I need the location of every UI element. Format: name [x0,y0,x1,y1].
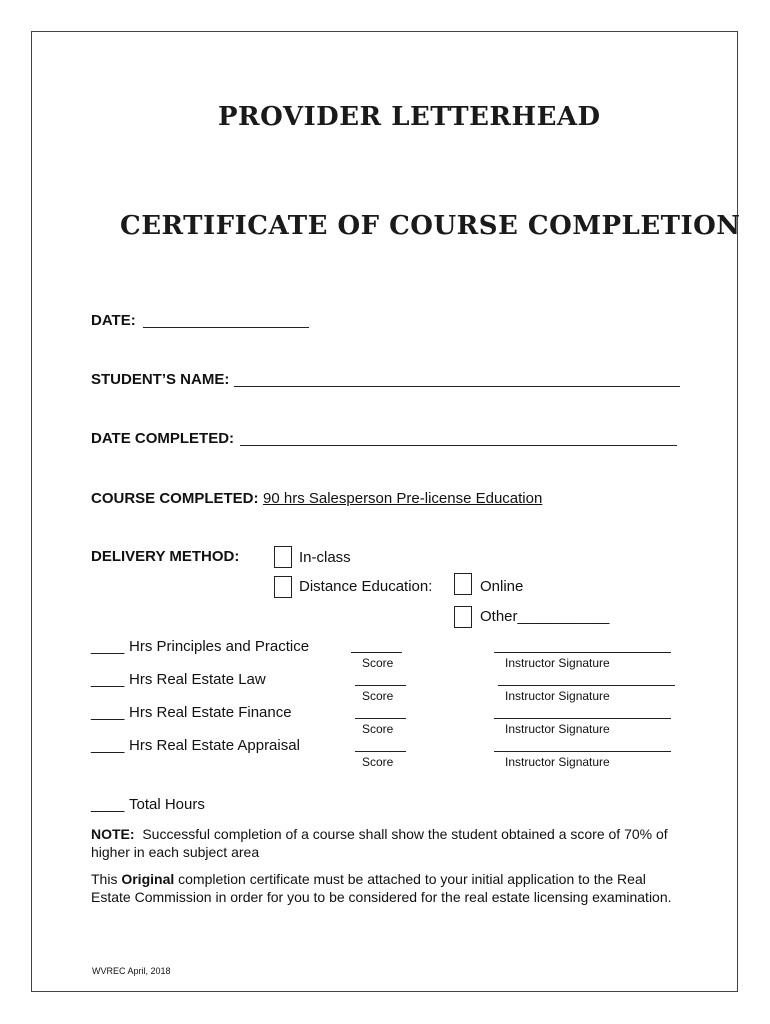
course-completed-value: 90 hrs Salesperson Pre-license Education [263,490,543,507]
total-hours-label: Total Hours [129,796,205,813]
signature-label: Instructor Signature [505,722,610,736]
score-line[interactable] [355,718,406,719]
student-name-field[interactable] [234,386,680,387]
signature-line[interactable] [498,685,675,686]
signature-label: Instructor Signature [505,755,610,769]
subject-row-label: Hrs Real Estate Finance [129,704,292,721]
note-line-1: Successful completion of a course shall show the student obtained a score of 70% of [142,826,668,842]
score-line[interactable] [351,652,402,653]
score-label: Score [362,656,394,670]
subject-row-label: Hrs Real Estate Appraisal [129,737,300,754]
note-label: NOTE: [91,826,135,842]
subject-row-blank: ____ [91,704,125,721]
in-class-label: In-class [299,549,351,566]
online-label: Online [480,578,524,595]
subject-row-label: Hrs Principles and Practice [129,638,310,655]
score-line[interactable] [355,685,406,686]
date-field[interactable] [143,327,309,328]
original-bold-word: Original [121,871,175,887]
note-paragraph [91,825,691,861]
score-label: Score [362,755,394,769]
subject-row-blank: ____ [91,671,125,688]
signature-line[interactable] [494,652,671,653]
certificate-title: CERTIFICATE OF COURSE COMPLETION [120,211,741,241]
online-checkbox[interactable] [454,573,472,595]
original-prefix: This [91,871,122,887]
score-line[interactable] [355,751,406,752]
subject-row-blank: ____ [91,638,125,655]
date-completed-field[interactable] [240,445,677,446]
provider-letterhead: PROVIDER LETTERHEAD [218,102,601,132]
delivery-method-label: DELIVERY METHOD: [91,548,240,565]
signature-line[interactable] [494,751,671,752]
score-label: Score [362,722,394,736]
original-line-2: Estate Commission in order for you to be considered for the real estate licensing examination. [91,889,672,905]
subject-row-label: Hrs Real Estate Law [129,671,266,688]
date-completed-label: DATE COMPLETED: [91,430,235,447]
course-completed-label: COURSE COMPLETED: [91,490,259,507]
signature-label: Instructor Signature [505,656,610,670]
score-label: Score [362,689,394,703]
subject-row-blank: ____ [91,737,125,754]
note-line-2: higher in each subject area [91,844,260,860]
footer-text: WVREC April, 2018 [92,966,171,976]
signature-label: Instructor Signature [505,689,610,703]
in-class-checkbox[interactable] [274,546,292,568]
original-paragraph [91,870,691,906]
original-line-1: completion certificate must be attached to your initial application to the Real [174,871,646,887]
total-hours-blank: ____ [91,796,125,813]
signature-line[interactable] [494,718,671,719]
other-label: Other___________ [480,608,610,625]
date-label: DATE: [91,312,136,329]
distance-education-checkbox[interactable] [274,576,292,598]
student-name-label: STUDENT’S NAME: [91,371,230,388]
other-checkbox[interactable] [454,606,472,628]
distance-education-label: Distance Education: [299,578,433,595]
